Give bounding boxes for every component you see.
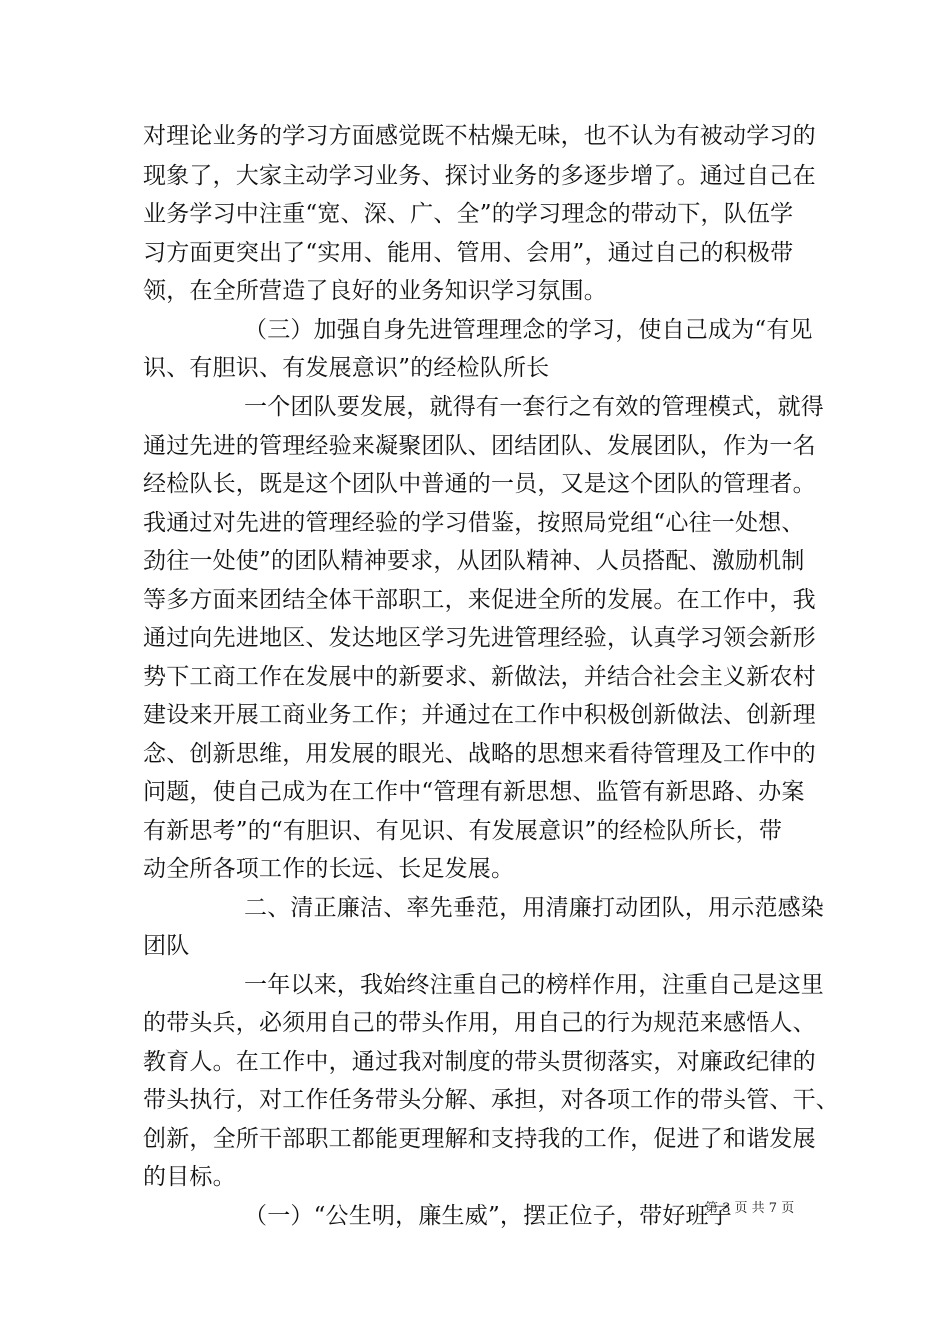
section-heading-line: （三）加强自身先进管理理念的学习，使自己成为“有见 [244, 317, 813, 343]
body-line: 的目标。 [143, 1164, 236, 1190]
section-heading-line: 团队 [143, 933, 190, 959]
section-heading-line: 识、有胆识、有发展意识”的经检队所长 [143, 355, 550, 381]
body-line: 创新，全所干部职工都能更理解和支持我的工作，促进了和谐发展 [143, 1126, 816, 1152]
body-line: 等多方面来团结全体干部职工，来促进全所的发展。在工作中，我 [143, 587, 816, 613]
body-line: 业务学习中注重“宽、深、广、全”的学习理念的带动下，队伍学 [143, 201, 794, 227]
body-line: 一年以来，我始终注重自己的榜样作用，注重自己是这里 [244, 972, 824, 998]
body-line: 我通过对先进的管理经验的学习借鉴，按照局党组“心往一处想、 [143, 510, 805, 536]
body-line: 问题，使自己成为在工作中“管理有新思想、监管有新思路、办案 [143, 779, 805, 805]
body-line: 经检队长，既是这个团队中普通的一员，又是这个团队的管理者。 [143, 471, 816, 497]
body-line: 对理论业务的学习方面感觉既不枯燥无味，也不认为有被动学习的 [143, 123, 816, 149]
body-line: 念、创新思维，用发展的眼光、战略的思想来看待管理及工作中的 [143, 741, 816, 767]
body-line: 动全所各项工作的长远、长足发展。 [143, 856, 515, 882]
body-line: 习方面更突出了“实用、能用、管用、会用”，通过自己的积极带 [143, 240, 794, 266]
body-line: 领，在全所营造了良好的业务知识学习氛围。 [143, 278, 607, 304]
body-line: 有新思考”的“有胆识、有见识、有发展意识”的经检队所长，带 [143, 818, 783, 844]
body-line: 通过先进的管理经验来凝聚团队、团结团队、发展团队，作为一名 [143, 433, 816, 459]
body-line: 带头执行，对工作任务带头分解、承担，对各项工作的带头管、干、 [143, 1087, 839, 1113]
page-number-footer: 第 3 页 共 7 页 [705, 1201, 795, 1216]
body-line: 通过向先进地区、发达地区学习先进管理经验，认真学习领会新形 [143, 625, 816, 651]
body-line: 一个团队要发展，就得有一套行之有效的管理模式，就得 [244, 394, 824, 420]
section-heading-line: （一）“公生明，廉生威”，摆正位子，带好班子 [244, 1203, 732, 1229]
body-line: 现象了，大家主动学习业务、探讨业务的多逐步增了。通过自己在 [143, 163, 816, 189]
section-heading-line: 二、清正廉洁、率先垂范，用清廉打动团队，用示范感染 [244, 895, 824, 921]
body-line: 势下工商工作在发展中的新要求、新做法，并结合社会主义新农村 [143, 664, 816, 690]
body-line: 的带头兵，必须用自己的带头作用，用自己的行为规范来感悟人、 [143, 1010, 816, 1036]
body-line: 教育人。在工作中，通过我对制度的带头贯彻落实，对廉政纪律的 [143, 1049, 816, 1075]
body-line: 建设来开展工商业务工作；并通过在工作中积极创新做法、创新理 [143, 702, 816, 728]
body-line: 劲往一处使”的团队精神要求，从团队精神、人员搭配、激励机制 [143, 548, 805, 574]
